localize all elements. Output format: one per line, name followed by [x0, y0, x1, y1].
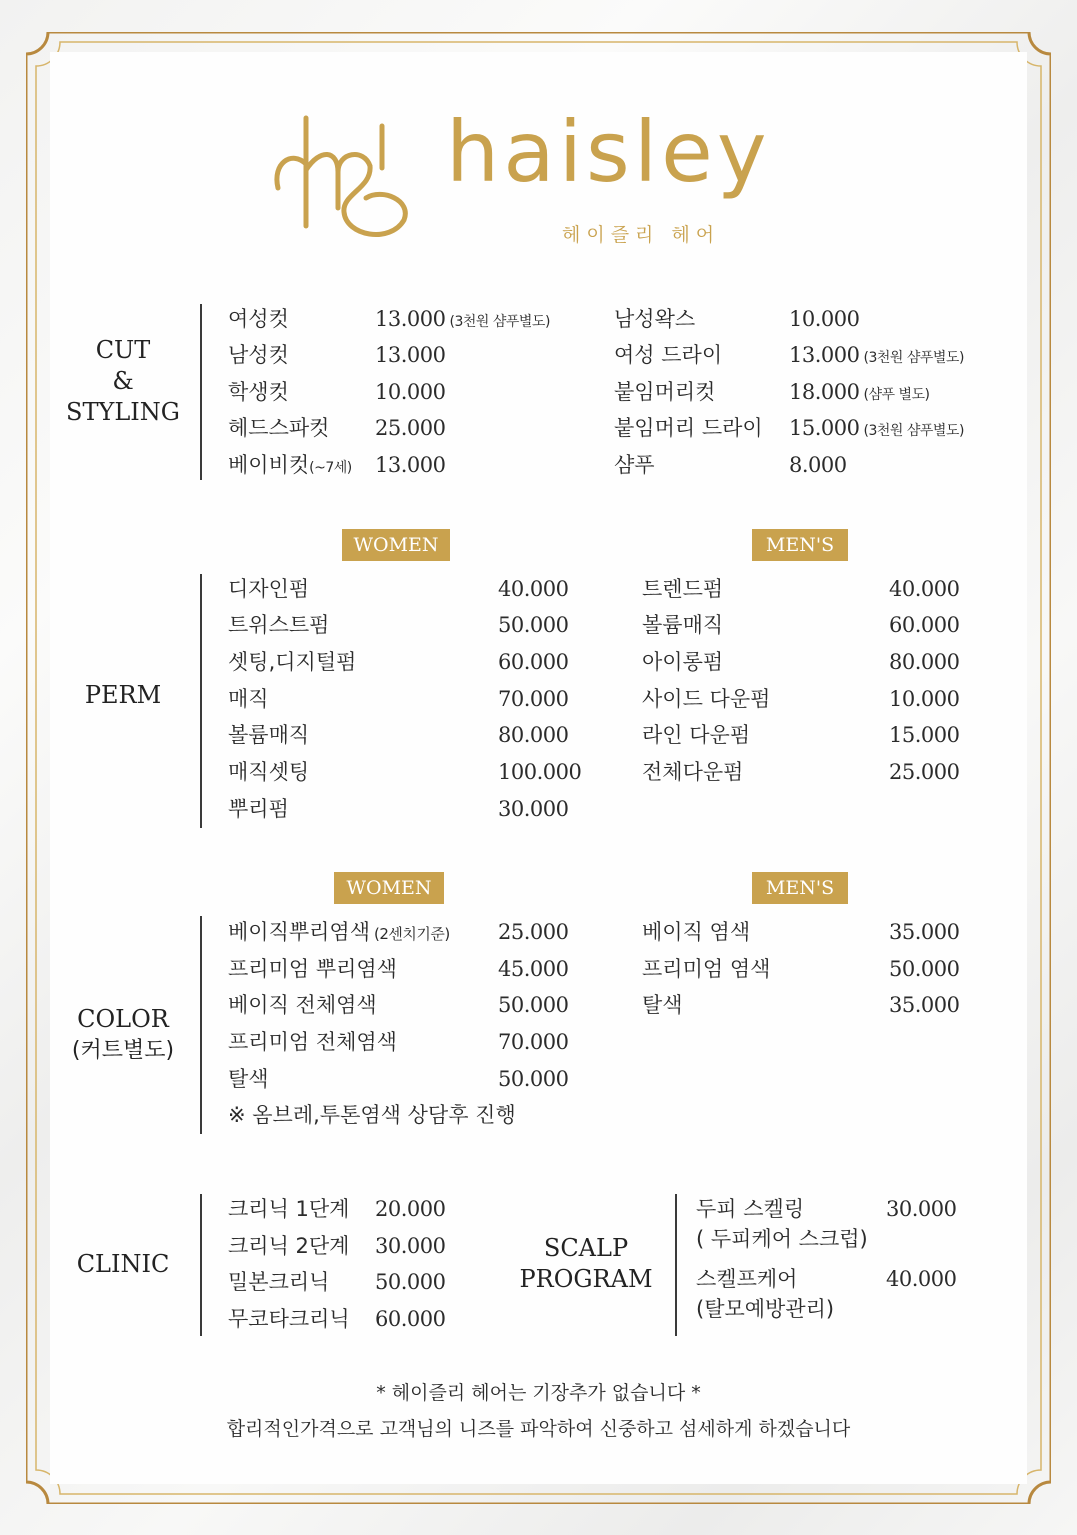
section-label-clinic: CLINIC: [76, 1250, 170, 1278]
divider-line: [675, 1194, 677, 1336]
label-line: STYLING: [66, 398, 180, 426]
price-note: (3천원 샴푸별도): [863, 423, 964, 439]
item-text: 베이비컷: [228, 453, 310, 477]
color-women-item-price: 45.000: [498, 957, 569, 981]
perm-women-item-name: 디자인펌: [228, 577, 310, 601]
divider-line: [200, 574, 202, 828]
label-line: &: [112, 367, 134, 395]
perm-women-item-price: 50.000: [498, 613, 569, 637]
section-label-perm: PERM: [84, 681, 162, 709]
cut-item-name: 남성컷: [228, 343, 289, 367]
section-label-scalp: [506, 1233, 666, 1295]
perm-women-item-price: 40.000: [498, 577, 569, 601]
color-women-item-price: 25.000: [498, 920, 569, 944]
color-men-item-name: 베이직 염색: [642, 920, 751, 944]
section-label-color: [58, 1004, 188, 1066]
perm-men-item-price: 10.000: [889, 687, 960, 711]
label-line: COLOR: [77, 1005, 169, 1033]
perm-women-item-name: 셋팅,디지털펌: [228, 650, 357, 674]
cut-item-price: 10.000: [375, 380, 446, 404]
cut-item-price: 25.000: [375, 416, 446, 440]
footer-notice: * 헤이즐리 헤어는 기장추가 없습니다 *: [376, 1382, 701, 1404]
perm-men-item-name: 트렌드펌: [642, 577, 724, 601]
color-women-item-price: 50.000: [498, 1067, 569, 1091]
cut-item-name: 여성컷: [228, 307, 289, 331]
divider-line: [200, 916, 202, 1134]
color-women-badge: WOMEN: [334, 872, 444, 904]
label-line: CUT: [95, 336, 151, 364]
perm-women-item-name: 트위스트펌: [228, 613, 330, 637]
scalp-item-sub: (탈모예방관리): [696, 1297, 835, 1321]
price-note: (3천원 샴푸별도): [449, 314, 550, 330]
cut-item-name: 남성왁스: [614, 307, 696, 331]
label-line: PROGRAM: [519, 1265, 653, 1293]
clinic-item-price: 30.000: [375, 1234, 446, 1258]
perm-men-item-name: 사이드 다운펌: [642, 687, 771, 711]
divider-line: [200, 1194, 202, 1336]
label-line: (커트별도): [71, 1038, 175, 1063]
perm-men-item-name: 전체다운펌: [642, 760, 744, 784]
section-label-cut: [58, 335, 188, 428]
perm-men-badge: MEN'S: [752, 529, 848, 561]
cut-item-name: 헤드스파컷: [228, 416, 330, 440]
cut-item-name: 붙임머리컷: [614, 380, 716, 404]
perm-men-item-price: 60.000: [889, 613, 960, 637]
perm-men-item-name: 라인 다운펌: [642, 723, 751, 747]
cut-item-name: [228, 452, 352, 481]
perm-women-item-name: 뿌리펌: [228, 797, 289, 821]
perm-women-item-name: 매직: [228, 687, 269, 711]
color-women-note: ※ 옴브레,투톤염색 상담후 진행: [228, 1103, 516, 1127]
cut-item-name: 학생컷: [228, 380, 289, 404]
cut-item-name: 샴푸: [614, 453, 655, 477]
brand-subtitle: 헤이즐리 헤어: [562, 224, 721, 246]
color-men-item-name: 탈색: [642, 993, 683, 1017]
clinic-item-price: 50.000: [375, 1270, 446, 1294]
cut-item-price: [375, 306, 550, 335]
scalp-item-price: 30.000: [886, 1197, 957, 1221]
color-women-item-name: 프리미엄 전체염색: [228, 1030, 397, 1054]
price-note: (3천원 샴푸별도): [863, 350, 964, 366]
color-women-item-name: [228, 919, 450, 947]
clinic-item-price: 20.000: [375, 1197, 446, 1221]
perm-women-item-price: 80.000: [498, 723, 569, 747]
perm-men-item-name: 볼륨매직: [642, 613, 724, 637]
divider-line: [200, 304, 202, 480]
cut-item-price: 8.000: [789, 453, 847, 477]
clinic-item-name: 밀본크리닉: [228, 1270, 330, 1294]
clinic-item-name: 무코타크리닉: [228, 1307, 350, 1331]
color-women-item-name: 프리미엄 뿌리염색: [228, 957, 397, 981]
color-women-item-price: 70.000: [498, 1030, 569, 1054]
color-women-item-name: 베이직 전체염색: [228, 993, 377, 1017]
color-men-item-price: 35.000: [889, 993, 960, 1017]
scalp-item-price: 40.000: [886, 1267, 957, 1291]
perm-men-item-price: 25.000: [889, 760, 960, 784]
price-note: (샴푸 별도): [863, 387, 930, 403]
cut-item-price: 10.000: [789, 307, 860, 331]
perm-women-item-price: 70.000: [498, 687, 569, 711]
perm-women-item-price: 60.000: [498, 650, 569, 674]
clinic-item-price: 60.000: [375, 1307, 446, 1331]
clinic-item-name: 크리닉 2단계: [228, 1234, 350, 1258]
perm-women-item-price: 100.000: [498, 760, 582, 784]
item-note: (~7세): [309, 460, 352, 476]
color-men-item-price: 50.000: [889, 957, 960, 981]
cut-item-price: [789, 342, 964, 371]
hs-monogram-logo: [270, 108, 420, 248]
scalp-item-name: 스켈프케어: [696, 1267, 798, 1291]
scalp-item-name: 두피 스켈링: [696, 1197, 805, 1221]
scalp-item-sub: ( 두피케어 스크럽): [696, 1227, 868, 1251]
item-note: (2센치기준): [374, 925, 450, 943]
color-men-item-price: 35.000: [889, 920, 960, 944]
cut-item-name: 붙임머리 드라이: [614, 416, 763, 440]
cut-item-name: 여성 드라이: [614, 343, 723, 367]
color-women-item-name: 탈색: [228, 1067, 269, 1091]
cut-item-price: [789, 379, 929, 408]
perm-women-item-price: 30.000: [498, 797, 569, 821]
color-men-badge: MEN'S: [752, 872, 848, 904]
perm-men-item-price: 80.000: [889, 650, 960, 674]
item-text: 베이직뿌리염색: [228, 920, 371, 944]
perm-men-item-price: 40.000: [889, 577, 960, 601]
perm-women-badge: WOMEN: [342, 529, 450, 561]
price-value: 18.000: [789, 380, 860, 404]
perm-men-item-price: 15.000: [889, 723, 960, 747]
cut-item-price: [789, 415, 964, 444]
price-value: 13.000: [375, 307, 446, 331]
price-value: 15.000: [789, 416, 860, 440]
clinic-item-name: 크리닉 1단계: [228, 1197, 350, 1221]
brand-name: haisley: [446, 103, 771, 201]
perm-women-item-name: 볼륨매직: [228, 723, 310, 747]
color-men-item-name: 프리미엄 염색: [642, 957, 771, 981]
perm-women-item-name: 매직셋팅: [228, 760, 310, 784]
label-line: SCALP: [543, 1234, 629, 1262]
color-women-item-price: 50.000: [498, 993, 569, 1017]
cut-item-price: 13.000: [375, 453, 446, 477]
cut-item-price: 13.000: [375, 343, 446, 367]
footer-message: 합리적인가격으로 고객님의 니즈를 파악하여 신중하고 섬세하게 하겠습니다: [226, 1418, 851, 1440]
price-value: 13.000: [789, 343, 860, 367]
perm-men-item-name: 아이롱펌: [642, 650, 724, 674]
